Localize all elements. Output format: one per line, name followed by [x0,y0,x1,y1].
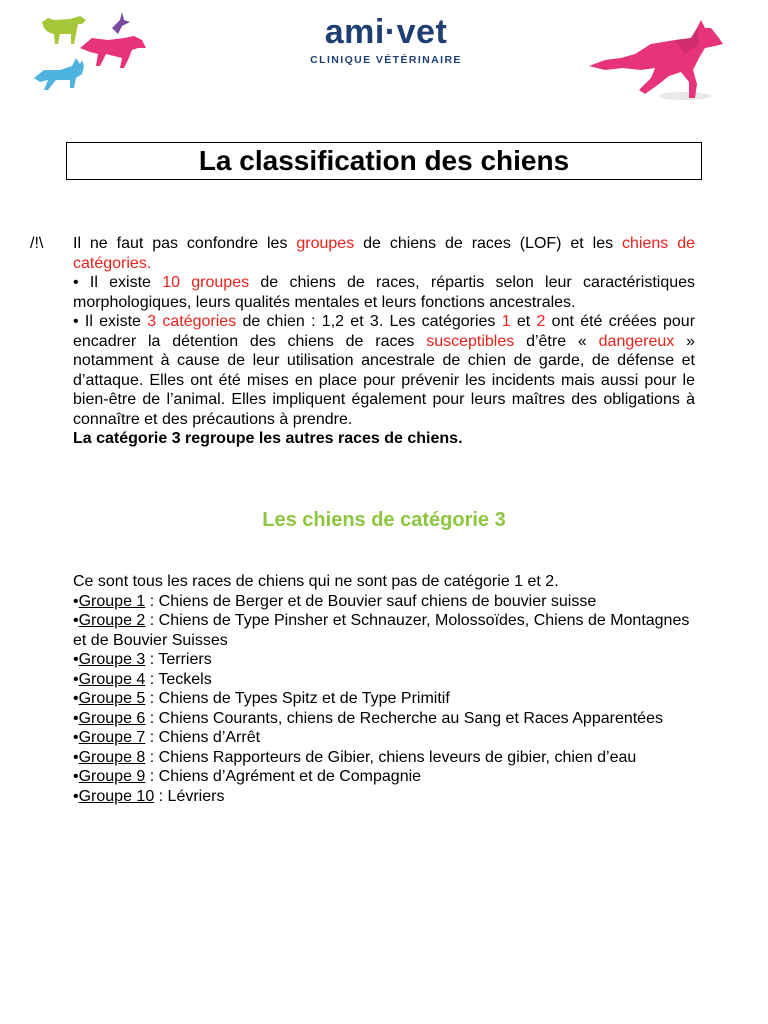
section-title: Les chiens de catégorie 3 [262,509,506,531]
warning-line: Il ne faut pas confondre les groupes de chiens de races (LOF) et les chiens de catégories. [73,235,695,272]
warning-icon: /!\ [30,235,44,252]
bullet-categories: • Il existe 3 catégories de chien : 1,2 et 3. Les catégories 1 et 2 ont été créées pour encadrer la détention des chiens de races susceptibles d’être « dangereux » notamment à cause de leur utilisation ancestrale de chien de garde, de défense et d’attaque. Elles ont été mises en place pour prévenir les incidents mais aussi pour le bien-être de l’animal. Elles impliquent également pour leurs maîtres des obligations à connaître et des précautions à prendre. [73,313,696,428]
group-label: Groupe 6 [78,709,146,727]
group-label: Groupe 5 [78,690,146,707]
group-label: Groupe 3 [78,651,146,668]
bullet-groupes: • Il existe 10 groupes de chiens de races, répartis selon leur caractéristiques morphologiques, leurs qualités mentales et leurs fonctions ancestrales. [73,274,696,311]
groups-list [73,572,703,806]
brand-name: ami·vet [324,13,448,51]
group-label: Groupe 9 [78,768,146,785]
group-label: Groupe 10 [78,787,155,805]
group-label: Groupe 4 [78,670,146,688]
page-title: La classification des chiens [198,145,570,176]
list-item: •Groupe 10 : Lévriers [73,787,225,805]
group-label: Groupe 2 [78,612,146,629]
list-item: •Groupe 2 : Chiens de Type Pinsher et Schnauzer, Molossoïdes, Chiens de Montagnes et de Bouvier Suisses [73,612,690,649]
animals-illustration-icon [30,8,150,96]
list-item: •Groupe 7 : Chiens d’Arrêt [73,729,261,746]
intro-paragraph [73,234,695,449]
groups-intro: Ce sont tous les races de chiens qui ne sont pas de catégorie 1 et 2. [73,573,559,590]
group-label: Groupe 7 [78,729,146,746]
title-box [66,142,702,180]
list-item: •Groupe 3 : Terriers [73,651,212,668]
group-label: Groupe 1 [78,592,146,610]
list-item: •Groupe 8 : Chiens Rapporteurs de Gibier, chiens leveurs de gibier, chien d’eau [73,748,637,766]
category3-statement: La catégorie 3 regroupe les autres races de chiens. [73,430,463,447]
list-item: •Groupe 5 : Chiens de Types Spitz et de Type Primitif [73,690,450,707]
list-item: •Groupe 1 : Chiens de Berger et de Bouvier sauf chiens de bouvier suisse [73,592,597,610]
running-dog-icon [585,14,727,106]
brand-logo [300,12,472,66]
group-label: Groupe 8 [78,748,146,766]
list-item: •Groupe 9 : Chiens d’Agrément et de Compagnie [73,768,422,785]
brand-subtitle: CLINIQUE VÉTÉRINAIRE [310,54,462,66]
list-item: •Groupe 6 : Chiens Courants, chiens de Recherche au Sang et Races Apparentées [73,709,663,727]
list-item: •Groupe 4 : Teckels [73,670,212,688]
